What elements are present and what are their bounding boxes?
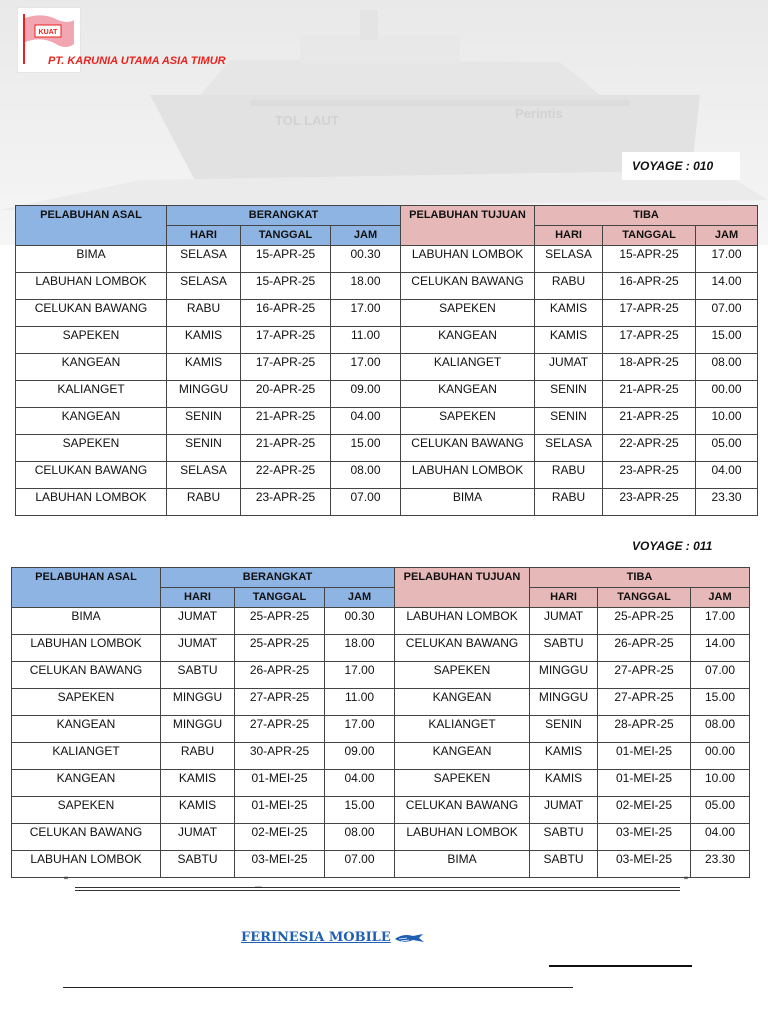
cell-jam-berangkat: 11.00: [331, 327, 401, 354]
header-berangkat: BERANGKAT: [161, 568, 395, 588]
header-tiba: TIBA: [530, 568, 750, 588]
cell-tujuan: KANGEAN: [395, 689, 530, 716]
cell-tujuan: SAPEKEN: [401, 408, 535, 435]
cell-tujuan: LABUHAN LOMBOK: [395, 824, 530, 851]
cell-hari-tiba: JUMAT: [530, 608, 598, 635]
cell-hari-tiba: RABU: [535, 462, 603, 489]
cell-tanggal-berangkat: 25-APR-25: [235, 608, 325, 635]
cell-tanggal-berangkat: 21-APR-25: [241, 435, 331, 462]
cell-jam-berangkat: 00.30: [325, 608, 395, 635]
cell-hari-tiba: MINGGU: [530, 662, 598, 689]
cell-tujuan: CELUKAN BAWANG: [395, 797, 530, 824]
header-tanggal: TANGGAL: [235, 588, 325, 608]
cell-hari-berangkat: SABTU: [161, 662, 235, 689]
cell-tanggal-tiba: 15-APR-25: [603, 246, 696, 273]
cell-tanggal-berangkat: 23-APR-25: [241, 489, 331, 516]
cell-hari-berangkat: JUMAT: [161, 635, 235, 662]
table-row: [16, 327, 758, 354]
cell-hari-tiba: SENIN: [530, 716, 598, 743]
table-row: [16, 300, 758, 327]
table-body: [16, 246, 758, 516]
cell-asal: LABUHAN LOMBOK: [16, 273, 167, 300]
cell-tanggal-berangkat: 15-APR-25: [241, 273, 331, 300]
cell-tanggal-tiba: 27-APR-25: [598, 689, 691, 716]
cell-tujuan: BIMA: [395, 851, 530, 878]
cell-tanggal-tiba: 17-APR-25: [603, 300, 696, 327]
cell-hari-berangkat: SELASA: [167, 246, 241, 273]
cell-jam-tiba: 05.00: [691, 797, 750, 824]
header-jam: JAM: [696, 226, 758, 246]
table-row: [16, 354, 758, 381]
cell-tanggal-berangkat: 03-MEI-25: [235, 851, 325, 878]
cell-tujuan: KANGEAN: [401, 381, 535, 408]
cell-tujuan: KALIANGET: [395, 716, 530, 743]
cell-tanggal-berangkat: 17-APR-25: [241, 327, 331, 354]
table-body: [12, 608, 750, 878]
cell-jam-tiba: 14.00: [696, 273, 758, 300]
cell-jam-tiba: 04.00: [696, 462, 758, 489]
logo-text: KUAT: [38, 29, 58, 36]
cell-tanggal-berangkat: 02-MEI-25: [235, 824, 325, 851]
cell-tanggal-tiba: 17-APR-25: [603, 327, 696, 354]
cell-jam-tiba: 07.00: [691, 662, 750, 689]
cell-jam-berangkat: 17.00: [331, 300, 401, 327]
double-rule: [75, 887, 680, 891]
cell-tanggal-berangkat: 25-APR-25: [235, 635, 325, 662]
cell-hari-tiba: KAMIS: [530, 743, 598, 770]
cell-hari-berangkat: KAMIS: [167, 327, 241, 354]
cell-jam-tiba: 10.00: [696, 408, 758, 435]
cell-jam-tiba: 00.00: [696, 381, 758, 408]
header-tiba: TIBA: [535, 206, 758, 226]
cell-jam-berangkat: 15.00: [331, 435, 401, 462]
cell-asal: LABUHAN LOMBOK: [16, 489, 167, 516]
cell-tanggal-berangkat: 15-APR-25: [241, 246, 331, 273]
table-row: [16, 246, 758, 273]
cell-tanggal-tiba: 01-MEI-25: [598, 770, 691, 797]
cell-jam-berangkat: 17.00: [325, 716, 395, 743]
cell-hari-berangkat: MINGGU: [161, 716, 235, 743]
cell-jam-berangkat: 04.00: [325, 770, 395, 797]
cell-tanggal-berangkat: 27-APR-25: [235, 716, 325, 743]
cell-jam-berangkat: 11.00: [325, 689, 395, 716]
schedule-table-voyage-010: [15, 205, 758, 516]
header-jam: JAM: [691, 588, 750, 608]
cell-hari-berangkat: JUMAT: [161, 608, 235, 635]
table-row: [16, 462, 758, 489]
cell-jam-berangkat: 15.00: [325, 797, 395, 824]
cell-jam-berangkat: 18.00: [325, 635, 395, 662]
cell-hari-tiba: SENIN: [535, 408, 603, 435]
table-row: [12, 770, 750, 797]
signature-line: [549, 965, 692, 967]
cell-tanggal-tiba: 27-APR-25: [598, 662, 691, 689]
voyage-label-2: VOYAGE : 011: [632, 539, 713, 553]
cell-jam-berangkat: 09.00: [325, 743, 395, 770]
cell-hari-berangkat: RABU: [167, 489, 241, 516]
quote-open: “: [64, 874, 68, 888]
cell-tanggal-berangkat: 20-APR-25: [241, 381, 331, 408]
cell-hari-tiba: RABU: [535, 273, 603, 300]
cell-jam-berangkat: 07.00: [325, 851, 395, 878]
footer-rule: [63, 987, 573, 988]
cell-hari-berangkat: MINGGU: [161, 689, 235, 716]
cell-hari-berangkat: MINGGU: [167, 381, 241, 408]
cell-tanggal-tiba: 21-APR-25: [603, 381, 696, 408]
cell-tanggal-berangkat: 26-APR-25: [235, 662, 325, 689]
cell-tujuan: CELUKAN BAWANG: [395, 635, 530, 662]
cell-asal: SAPEKEN: [16, 327, 167, 354]
header-tujuan: PELABUHAN TUJUAN: [395, 568, 530, 608]
cell-asal: LABUHAN LOMBOK: [12, 635, 161, 662]
header-tanggal: TANGGAL: [598, 588, 691, 608]
cell-jam-berangkat: 00.30: [331, 246, 401, 273]
cell-asal: KALIANGET: [16, 381, 167, 408]
cell-jam-berangkat: 08.00: [325, 824, 395, 851]
cell-tujuan: SAPEKEN: [401, 300, 535, 327]
cell-tujuan: LABUHAN LOMBOK: [401, 246, 535, 273]
cell-hari-berangkat: KAMIS: [161, 770, 235, 797]
table-row: [16, 435, 758, 462]
cell-asal: KANGEAN: [16, 354, 167, 381]
header-tanggal: TANGGAL: [241, 226, 331, 246]
cell-tanggal-berangkat: 22-APR-25: [241, 462, 331, 489]
cell-tanggal-berangkat: 27-APR-25: [235, 689, 325, 716]
table-row: [12, 797, 750, 824]
cell-hari-berangkat: SELASA: [167, 273, 241, 300]
dash-mark: _: [255, 874, 262, 888]
cell-jam-tiba: 15.00: [691, 689, 750, 716]
cell-tujuan: CELUKAN BAWANG: [401, 273, 535, 300]
cell-jam-berangkat: 09.00: [331, 381, 401, 408]
cell-tujuan: CELUKAN BAWANG: [401, 435, 535, 462]
header-hari: HARI: [167, 226, 241, 246]
ferinesia-mobile-link[interactable]: FERINESIA MOBILE: [241, 930, 391, 945]
cell-tanggal-tiba: 18-APR-25: [603, 354, 696, 381]
table-row: [12, 851, 750, 878]
cell-jam-tiba: 15.00: [696, 327, 758, 354]
cell-tujuan: SAPEKEN: [395, 662, 530, 689]
cell-hari-berangkat: KAMIS: [167, 354, 241, 381]
cell-asal: KANGEAN: [12, 770, 161, 797]
cell-asal: CELUKAN BAWANG: [16, 300, 167, 327]
table-row: [16, 273, 758, 300]
cell-jam-tiba: 17.00: [691, 608, 750, 635]
cell-hari-tiba: SELASA: [535, 435, 603, 462]
cell-asal: SAPEKEN: [12, 797, 161, 824]
cell-asal: KANGEAN: [12, 716, 161, 743]
header-hari: HARI: [530, 588, 598, 608]
cell-jam-tiba: 23.30: [691, 851, 750, 878]
header-hari: HARI: [161, 588, 235, 608]
cell-tanggal-tiba: 01-MEI-25: [598, 743, 691, 770]
header-tujuan: PELABUHAN TUJUAN: [401, 206, 535, 246]
cell-tanggal-tiba: 21-APR-25: [603, 408, 696, 435]
cell-tanggal-tiba: 28-APR-25: [598, 716, 691, 743]
cell-asal: KALIANGET: [12, 743, 161, 770]
table-row: [12, 716, 750, 743]
cell-tujuan: KANGEAN: [395, 743, 530, 770]
cell-tanggal-tiba: 03-MEI-25: [598, 851, 691, 878]
header-tanggal: TANGGAL: [603, 226, 696, 246]
cell-asal: SAPEKEN: [16, 435, 167, 462]
table-row: [12, 689, 750, 716]
cell-hari-berangkat: RABU: [167, 300, 241, 327]
cell-hari-tiba: SABTU: [530, 635, 598, 662]
cell-tujuan: KANGEAN: [401, 327, 535, 354]
cell-tanggal-berangkat: 30-APR-25: [235, 743, 325, 770]
table-row: [16, 489, 758, 516]
cell-tanggal-tiba: 26-APR-25: [598, 635, 691, 662]
cell-tujuan: LABUHAN LOMBOK: [401, 462, 535, 489]
cell-jam-berangkat: 04.00: [331, 408, 401, 435]
table-row: [16, 381, 758, 408]
cell-asal: BIMA: [12, 608, 161, 635]
cell-tanggal-berangkat: 17-APR-25: [241, 354, 331, 381]
cell-jam-berangkat: 17.00: [325, 662, 395, 689]
cell-jam-tiba: 05.00: [696, 435, 758, 462]
cell-hari-tiba: MINGGU: [530, 689, 598, 716]
voyage-label-1: VOYAGE : 010: [622, 152, 740, 180]
cell-jam-tiba: 14.00: [691, 635, 750, 662]
cell-jam-tiba: 08.00: [696, 354, 758, 381]
cell-jam-tiba: 07.00: [696, 300, 758, 327]
header-asal: PELABUHAN ASAL: [12, 568, 161, 608]
cell-hari-tiba: SENIN: [535, 381, 603, 408]
company-name: PT. KARUNIA UTAMA ASIA TIMUR: [48, 55, 226, 67]
cell-hari-tiba: KAMIS: [535, 327, 603, 354]
cell-asal: CELUKAN BAWANG: [16, 462, 167, 489]
cell-hari-berangkat: SELASA: [167, 462, 241, 489]
header-jam: JAM: [325, 588, 395, 608]
table-row: [12, 824, 750, 851]
cell-hari-berangkat: KAMIS: [161, 797, 235, 824]
cell-hari-berangkat: JUMAT: [161, 824, 235, 851]
cell-hari-berangkat: SENIN: [167, 408, 241, 435]
cell-tanggal-berangkat: 21-APR-25: [241, 408, 331, 435]
cell-jam-tiba: 00.00: [691, 743, 750, 770]
cell-tanggal-tiba: 16-APR-25: [603, 273, 696, 300]
cell-asal: CELUKAN BAWANG: [12, 662, 161, 689]
cell-tujuan: KALIANGET: [401, 354, 535, 381]
fish-logo-icon: [393, 932, 425, 944]
table-row: [16, 408, 758, 435]
table-row: [12, 662, 750, 689]
cell-tanggal-tiba: 22-APR-25: [603, 435, 696, 462]
cell-tanggal-berangkat: 01-MEI-25: [235, 770, 325, 797]
cell-jam-berangkat: 08.00: [331, 462, 401, 489]
cell-hari-berangkat: SENIN: [167, 435, 241, 462]
cell-jam-tiba: 23.30: [696, 489, 758, 516]
cell-hari-tiba: SABTU: [530, 824, 598, 851]
table-row: [12, 743, 750, 770]
header-hari: HARI: [535, 226, 603, 246]
cell-asal: SAPEKEN: [12, 689, 161, 716]
cell-jam-berangkat: 18.00: [331, 273, 401, 300]
cell-jam-berangkat: 07.00: [331, 489, 401, 516]
cell-jam-tiba: 04.00: [691, 824, 750, 851]
cell-hari-tiba: JUMAT: [535, 354, 603, 381]
cell-asal: LABUHAN LOMBOK: [12, 851, 161, 878]
cell-hari-tiba: SELASA: [535, 246, 603, 273]
cell-jam-berangkat: 17.00: [331, 354, 401, 381]
cell-tujuan: BIMA: [401, 489, 535, 516]
quote-close: “: [684, 874, 688, 888]
cell-tanggal-berangkat: 01-MEI-25: [235, 797, 325, 824]
table-row: [12, 608, 750, 635]
ship-text-right: Perintis: [515, 106, 563, 121]
ship-text-left: TOL LAUT: [275, 113, 339, 128]
cell-tanggal-berangkat: 16-APR-25: [241, 300, 331, 327]
cell-asal: BIMA: [16, 246, 167, 273]
cell-tanggal-tiba: 03-MEI-25: [598, 824, 691, 851]
schedule-table-voyage-011: [11, 567, 750, 878]
cell-jam-tiba: 10.00: [691, 770, 750, 797]
cell-tujuan: SAPEKEN: [395, 770, 530, 797]
cell-hari-tiba: KAMIS: [530, 770, 598, 797]
cell-hari-tiba: RABU: [535, 489, 603, 516]
cell-hari-tiba: SABTU: [530, 851, 598, 878]
table-row: [12, 635, 750, 662]
header-asal: PELABUHAN ASAL: [16, 206, 167, 246]
header-berangkat: BERANGKAT: [167, 206, 401, 226]
cell-hari-tiba: JUMAT: [530, 797, 598, 824]
cell-asal: CELUKAN BAWANG: [12, 824, 161, 851]
cell-tanggal-tiba: 23-APR-25: [603, 462, 696, 489]
cell-tanggal-tiba: 02-MEI-25: [598, 797, 691, 824]
cell-hari-tiba: KAMIS: [535, 300, 603, 327]
cell-hari-berangkat: SABTU: [161, 851, 235, 878]
cell-hari-berangkat: RABU: [161, 743, 235, 770]
cell-jam-tiba: 17.00: [696, 246, 758, 273]
cell-jam-tiba: 08.00: [691, 716, 750, 743]
header-jam: JAM: [331, 226, 401, 246]
cell-tanggal-tiba: 23-APR-25: [603, 489, 696, 516]
cell-tanggal-tiba: 25-APR-25: [598, 608, 691, 635]
cell-asal: KANGEAN: [16, 408, 167, 435]
cell-tujuan: LABUHAN LOMBOK: [395, 608, 530, 635]
